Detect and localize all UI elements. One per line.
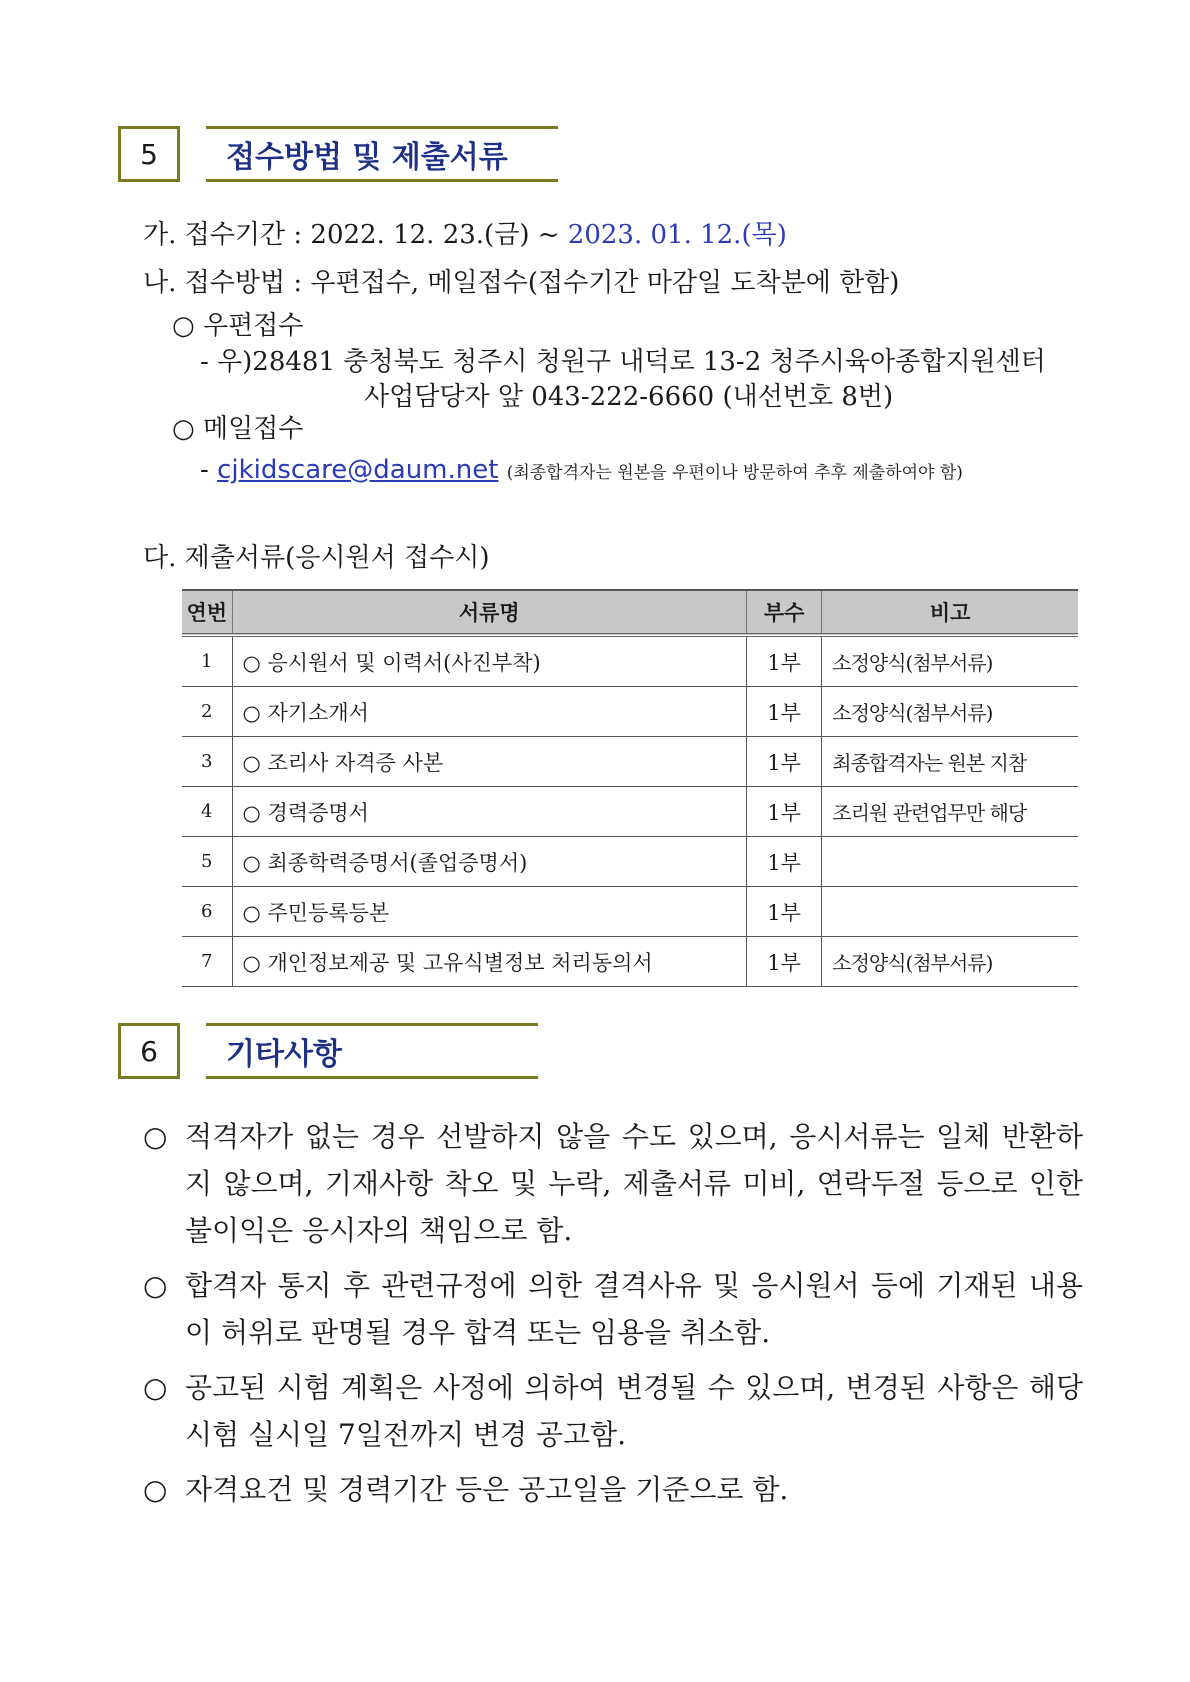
row-no: 2: [182, 687, 232, 737]
section-6-header: [118, 1023, 538, 1085]
reception-period: [143, 214, 787, 251]
email-link[interactable]: cjkidscare@daum.net: [217, 455, 499, 485]
bullet-circle: ○: [143, 1473, 168, 1506]
row-no: 3: [182, 737, 232, 787]
row-no: 7: [182, 937, 232, 987]
row-name: ○ 응시원서 및 이력서(사진부착): [232, 635, 747, 687]
note-text: 공고된 시험 계획은 사정에 의하여 변경될 수 있으며, 변경된 사항은 해당 시험 실시일 7일전까지 변경 공고함.: [185, 1371, 1083, 1451]
row-name: ○ 조리사 자격증 사본: [232, 737, 747, 787]
row-note: 최종합격자는 원본 지참: [822, 737, 1078, 787]
bullet-circle: ○: [143, 1371, 168, 1404]
table-row: [182, 787, 1078, 837]
row-count: 1부: [747, 837, 822, 887]
header-note: 비고: [822, 590, 1078, 635]
section-number: 6: [118, 1023, 180, 1079]
table-row: [182, 887, 1078, 937]
header-count: 부수: [747, 590, 822, 635]
note-text: 합격자 통지 후 관련규정에 의한 결격사유 및 응시원서 등에 기재된 내용이 허위로 판명될 경우 합격 또는 임용을 취소함.: [185, 1269, 1083, 1349]
header-no: 연번: [182, 590, 232, 635]
note-paragraph: [143, 1364, 1083, 1458]
reception-method: 나. 접수방법 : 우편접수, 메일접수(접수기간 마감일 도착분에 한함): [143, 268, 900, 298]
mail-line: [200, 455, 963, 485]
section-title: 기타사항: [206, 1023, 538, 1079]
table-row: [182, 635, 1078, 687]
row-count: 1부: [747, 937, 822, 987]
mail-dash: -: [200, 455, 218, 485]
note-text: 적격자가 없는 경우 선발하지 않을 수도 있으며, 응시서류는 일체 반환하지 않으며, 기재사항 착오 및 누락, 제출서류 미비, 연락두절 등으로 인한 불이익은 응시자의 책임으로 함.: [185, 1120, 1083, 1247]
table-row: [182, 837, 1078, 887]
row-no: 4: [182, 787, 232, 837]
row-count: 1부: [747, 887, 822, 937]
row-name: ○ 최종학력증명서(졸업증명서): [232, 837, 747, 887]
bullet-circle: ○: [143, 1269, 168, 1302]
header-name: 서류명: [232, 590, 747, 635]
row-note: 소정양식(첨부서류): [822, 937, 1078, 987]
note-paragraph: [143, 1262, 1083, 1356]
note-text: 자격요건 및 경력기간 등은 공고일을 기준으로 함.: [185, 1473, 789, 1506]
row-no: 6: [182, 887, 232, 937]
period-end-date: 2023. 01. 12.(목): [567, 220, 787, 250]
post-address: - 우)28481 충청북도 청주시 청원구 내덕로 13-2 청주시육아종합지원센터: [200, 347, 1046, 377]
row-count: 1부: [747, 737, 822, 787]
row-note: [822, 837, 1078, 887]
section-number: 5: [118, 126, 180, 182]
row-note: [822, 887, 1078, 937]
section-title: 접수방법 및 제출서류: [206, 126, 558, 182]
row-count: 1부: [747, 687, 822, 737]
table-row: [182, 737, 1078, 787]
note-paragraph: [143, 1466, 1083, 1513]
row-no: 5: [182, 837, 232, 887]
row-count: 1부: [747, 635, 822, 687]
row-no: 1: [182, 635, 232, 687]
row-count: 1부: [747, 787, 822, 837]
row-name: ○ 개인정보제공 및 고유식별정보 처리동의서: [232, 937, 747, 987]
period-label: 가. 접수기간 : 2022. 12. 23.(금) ~: [143, 220, 568, 250]
row-name: ○ 주민등록등본: [232, 887, 747, 937]
row-note: 조리원 관련업무만 해당: [822, 787, 1078, 837]
table-row: [182, 687, 1078, 737]
section-5-header: [118, 126, 558, 188]
documents-heading: 다. 제출서류(응시원서 접수시): [143, 543, 490, 573]
documents-table: [182, 589, 1078, 987]
bullet-circle: ○: [143, 1120, 168, 1153]
mail-heading: ○ 메일접수: [172, 414, 304, 444]
table-row: [182, 937, 1078, 987]
table-header-row: [182, 590, 1078, 635]
row-name: ○ 경력증명서: [232, 787, 747, 837]
row-note: 소정양식(첨부서류): [822, 687, 1078, 737]
post-contact: 사업담당자 앞 043-222-6660 (내선번호 8번): [364, 382, 894, 412]
note-paragraph: [143, 1113, 1083, 1254]
row-note: 소정양식(첨부서류): [822, 635, 1078, 687]
row-name: ○ 자기소개서: [232, 687, 747, 737]
mail-note: (최종합격자는 원본을 우편이나 방문하여 추후 제출하여야 함): [506, 463, 963, 483]
post-heading: ○ 우편접수: [172, 311, 304, 341]
